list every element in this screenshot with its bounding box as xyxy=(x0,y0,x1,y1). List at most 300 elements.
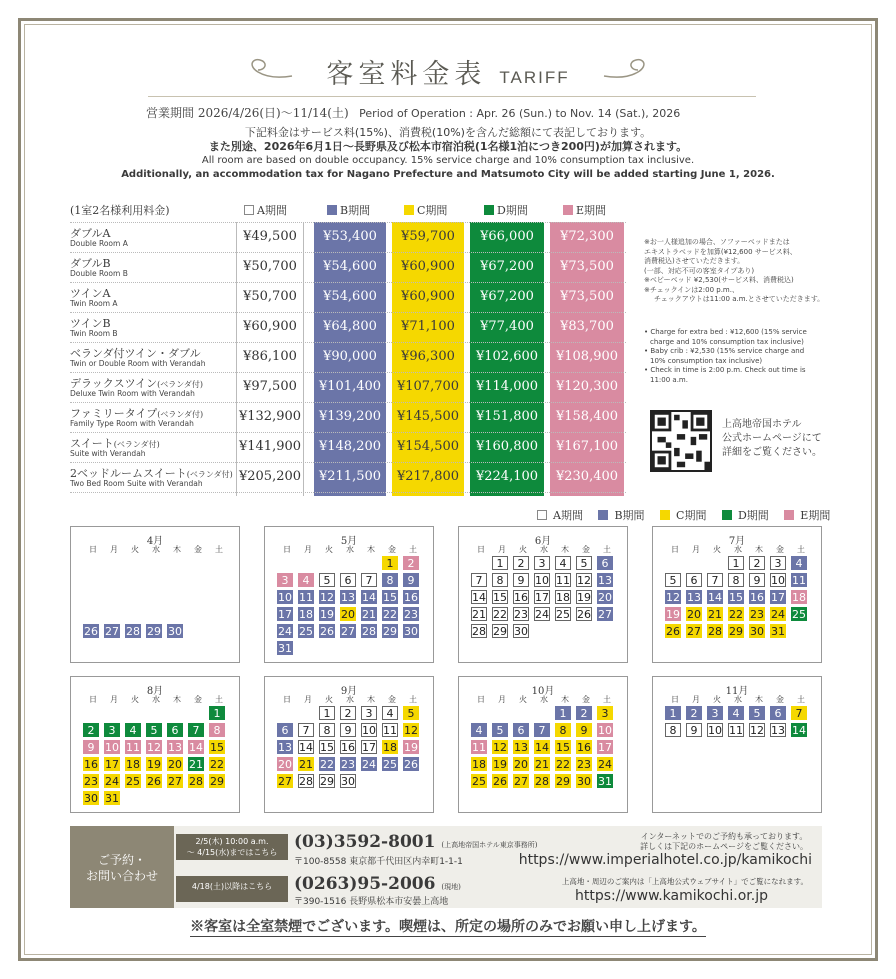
calendar-day: 19 xyxy=(666,608,680,621)
price-cell: ¥83,700 xyxy=(560,319,614,334)
weekday-label: 土 xyxy=(215,545,223,554)
note-4: Additionally, an accommodation tax for Nagano Prefecture and Matsumoto City will be added starting June 1, 2026. xyxy=(121,169,775,180)
month-title: 4月 xyxy=(146,536,164,547)
weekday-label: 月 xyxy=(692,545,700,554)
calendar-day: 9 xyxy=(576,723,592,737)
price-cell: ¥141,900 xyxy=(238,439,302,454)
calendar-day: 31 xyxy=(771,625,785,638)
calendar-day: 20 xyxy=(514,758,528,771)
calendar-day: 8 xyxy=(665,723,681,737)
room-name-en: Double Room A xyxy=(70,239,128,248)
calendar-day: 8 xyxy=(492,573,508,587)
calendar-day: 4 xyxy=(728,706,744,720)
month-title: 6月 xyxy=(534,536,552,547)
weekday-label: 火 xyxy=(131,695,139,704)
calendar-day: 12 xyxy=(320,591,334,604)
price-row xyxy=(70,432,626,462)
side-notes-en: • Charge for extra bed : ¥12,600 (15% service charge and 10% consumption tax inclusive) • Baby crib : ¥2,530 (15% service charge and 10% consumption tax inclusive) • Check in time is 2:00 p.m. Check out time is 11:00 a.m. xyxy=(644,328,807,384)
calendar-day: 11 xyxy=(729,724,743,737)
price-cell: ¥211,500 xyxy=(318,469,382,484)
calendar-day: 6 xyxy=(597,556,613,570)
price-cell: ¥102,600 xyxy=(475,349,539,364)
weekday-label: 水 xyxy=(540,695,548,704)
calendar-day: 16 xyxy=(577,741,591,754)
calendar-day: 10 xyxy=(598,724,612,737)
qr-caption: 上高地帝国ホテル 公式ホームページにて 詳細をご覧ください。 xyxy=(722,419,822,458)
calendar-day: 16 xyxy=(750,591,764,604)
month-title: 5月 xyxy=(340,536,358,547)
period-header-d: D期間 xyxy=(484,202,528,218)
calendar-day: 5 xyxy=(403,706,419,720)
table-header-label: (1室2名様利用料金) xyxy=(70,204,170,217)
month-title: 7月 xyxy=(728,536,746,547)
calendar-day: 6 xyxy=(513,723,529,737)
calendar-day: 2 xyxy=(513,556,529,570)
calendar-day: 15 xyxy=(493,591,507,604)
calendar-day: 23 xyxy=(341,758,355,771)
period-header-a: A期間 xyxy=(244,202,287,218)
calendar-day: 21 xyxy=(535,758,549,771)
calendar-day: 22 xyxy=(320,758,334,771)
price-cell: ¥158,400 xyxy=(555,409,619,424)
calendar-day: 26 xyxy=(493,775,507,788)
weekday-label: 火 xyxy=(713,695,721,704)
room-name-en: Twin Room A xyxy=(70,299,118,308)
calendar-day: 12 xyxy=(493,741,507,754)
price-cell: ¥108,900 xyxy=(555,349,619,364)
calendar-day: 7 xyxy=(534,723,550,737)
price-cell: ¥67,200 xyxy=(480,289,534,304)
calendar-day: 11 xyxy=(299,591,313,604)
price-cell: ¥73,500 xyxy=(560,259,614,274)
price-cell: ¥132,900 xyxy=(238,409,302,424)
price-cell: ¥154,500 xyxy=(396,439,460,454)
price-cell: ¥97,500 xyxy=(243,379,297,394)
calendar-day: 10 xyxy=(278,591,292,604)
calendar-day: 30 xyxy=(750,625,764,638)
calendar-day: 15 xyxy=(556,741,570,754)
calendar-day: 17 xyxy=(771,591,785,604)
price-cell: ¥71,100 xyxy=(401,319,455,334)
price-row xyxy=(70,222,626,252)
calendar-day: 27 xyxy=(168,775,182,788)
calendar-day: 4 xyxy=(791,556,807,570)
address-kamikochi: 〒390-1516 長野県松本市安曇上高地 xyxy=(294,897,449,907)
calendar-day: 25 xyxy=(299,625,313,638)
url-kamikochi[interactable]: https://www.kamikochi.or.jp xyxy=(574,888,768,904)
calendar-day: 11 xyxy=(556,574,570,587)
calendar-day: 14 xyxy=(299,741,313,754)
weekday-label: 火 xyxy=(713,545,721,554)
calendar-day: 28 xyxy=(362,625,376,638)
calendar-day: 25 xyxy=(472,775,486,788)
weekday-label: 土 xyxy=(215,695,223,704)
calendar-day: 21 xyxy=(472,608,486,621)
calendar-day: 1 xyxy=(209,706,225,720)
calendar-day: 5 xyxy=(576,556,592,570)
calendar-day: 15 xyxy=(320,741,334,754)
price-cell: ¥230,400 xyxy=(555,469,619,484)
calendar-day: 30 xyxy=(341,775,355,788)
calendar-day: 18 xyxy=(383,741,397,754)
room-name-jp: ダブルA xyxy=(70,227,111,240)
calendar-day: 17 xyxy=(535,591,549,604)
calendar-day: 27 xyxy=(278,775,292,788)
calendar-day: 26 xyxy=(320,625,334,638)
room-name-jp: ファミリータイプ(ベランダ付) xyxy=(70,407,204,420)
weekday-label: 日 xyxy=(283,695,291,704)
calendar-day: 8 xyxy=(728,573,744,587)
period-header-e: E期間 xyxy=(563,202,606,218)
qr-code-icon[interactable] xyxy=(650,410,712,472)
weekday-label: 木 xyxy=(755,545,763,554)
weekday-label: 月 xyxy=(692,695,700,704)
calendar-day: 29 xyxy=(383,625,397,638)
weekday-label: 木 xyxy=(173,545,181,554)
calendar-day: 18 xyxy=(299,608,313,621)
weekday-label: 土 xyxy=(603,545,611,554)
price-cell: ¥224,100 xyxy=(475,469,539,484)
period-jp: 営業期間 2026/4/26(日)〜11/14(土) xyxy=(146,106,349,120)
calendar-day: 9 xyxy=(686,723,702,737)
calendar-day: 15 xyxy=(383,591,397,604)
calendar-day: 26 xyxy=(577,608,591,621)
calendar-day: 25 xyxy=(556,608,570,621)
calendar-day: 16 xyxy=(514,591,528,604)
tag-period-1: 2/5(木) 10:00 a.m. 〜 4/15(水)まではこちら xyxy=(176,834,288,860)
calendar-day: 26 xyxy=(147,775,161,788)
reservation-label: ご予約・ お問い合わせ xyxy=(70,826,174,908)
calendar-day: 1 xyxy=(555,706,571,720)
calendar-day: 29 xyxy=(320,775,334,788)
calendar-day: 4 xyxy=(125,723,141,737)
price-cell: ¥96,300 xyxy=(401,349,455,364)
weekday-label: 月 xyxy=(110,695,118,704)
weekday-label: 水 xyxy=(540,545,548,554)
calendar-day: 3 xyxy=(534,556,550,570)
calendar-day: 30 xyxy=(404,625,418,638)
weekday-label: 金 xyxy=(388,545,396,554)
calendar-day: 11 xyxy=(472,741,486,754)
calendar-day: 11 xyxy=(126,741,140,754)
calendar-day: 10 xyxy=(362,724,376,737)
calendar-day: 20 xyxy=(168,758,182,771)
title-en: TARIFF xyxy=(499,68,570,87)
calendar-day: 16 xyxy=(341,741,355,754)
title-divider xyxy=(148,96,756,97)
price-cell: ¥101,400 xyxy=(318,379,382,394)
calendar-day: 31 xyxy=(278,642,292,655)
calendar-day: 9 xyxy=(513,573,529,587)
calendar-day: 21 xyxy=(299,758,313,771)
web-note-1: インターネットでのご予約も承っております。 詳しくは下記のホームページをご覧ください。 xyxy=(640,832,808,851)
calendar-day: 23 xyxy=(84,775,98,788)
web-note-2: 上高地・周辺のご案内は「上高地公式ウェブサイト」でご覧になれます。 xyxy=(561,877,808,886)
calendar-day: 9 xyxy=(340,723,356,737)
price-cell: ¥64,800 xyxy=(323,319,377,334)
price-cell: ¥151,800 xyxy=(475,409,539,424)
calendar-day: 30 xyxy=(84,792,98,805)
calendar-day: 5 xyxy=(665,573,681,587)
calendar-day: 2 xyxy=(403,556,419,570)
weekday-label: 金 xyxy=(582,545,590,554)
calendar-day: 11 xyxy=(792,574,806,587)
weekday-label: 土 xyxy=(409,545,417,554)
calendar-day: 12 xyxy=(666,591,680,604)
weekday-label: 木 xyxy=(173,695,181,704)
price-cell: ¥59,700 xyxy=(401,229,455,244)
calendar-day: 3 xyxy=(597,706,613,720)
weekday-label: 日 xyxy=(671,545,679,554)
room-name-en: Twin or Double Room with Verandah xyxy=(70,359,206,368)
calendar-day: 27 xyxy=(598,608,612,621)
operation-period xyxy=(146,104,756,121)
price-cell: ¥50,700 xyxy=(243,259,297,274)
calendar-day: 20 xyxy=(598,591,612,604)
weekday-label: 金 xyxy=(194,695,202,704)
calendar-day: 13 xyxy=(341,591,355,604)
period-header-b: B期間 xyxy=(327,202,370,218)
calendar-day: 24 xyxy=(278,625,292,638)
price-row xyxy=(70,462,626,492)
month-calendar xyxy=(70,676,240,813)
price-cell: ¥67,200 xyxy=(480,259,534,274)
calendar-day: 5 xyxy=(749,706,765,720)
calendar-day: 18 xyxy=(556,591,570,604)
price-cell: ¥107,700 xyxy=(396,379,460,394)
calendar-day: 15 xyxy=(729,591,743,604)
calendar-day: 1 xyxy=(665,706,681,720)
calendar-day: 14 xyxy=(362,591,376,604)
note-2: また別途、2026年6月1日〜長野県及び松本市宿泊税(1名様1泊につき200円)が加算されます。 xyxy=(208,140,688,153)
calendar-day: 24 xyxy=(771,608,785,621)
month-calendar xyxy=(264,676,434,813)
room-name-en: Family Type Room with Verandah xyxy=(70,419,194,428)
calendar-day: 26 xyxy=(404,758,418,771)
period-en: Period of Operation : Apr. 26 (Sun.) to Nov. 14 (Sat.), 2026 xyxy=(359,107,681,120)
price-cell: ¥77,400 xyxy=(480,319,534,334)
weekday-label: 日 xyxy=(477,695,485,704)
side-notes-jp: ※お一人様追加の場合、ソファーベッドまたは エキストラベッドを加算(¥12,600 サービス料、 消費税込)させていただきます。 (一部、対応不可の客室タイプあり) ※ベビーベッド ¥2,530(サービス料、消費税込) ※チェックインは2:00 p.m.、 チェックアウトは11:00 a.m.とさせていただきます。 xyxy=(644,238,825,303)
calendar-day: 20 xyxy=(687,608,701,621)
calendar-day: 31 xyxy=(598,775,612,788)
weekday-label: 木 xyxy=(561,545,569,554)
weekday-label: 水 xyxy=(346,695,354,704)
price-cell: ¥145,500 xyxy=(396,409,460,424)
weekday-label: 日 xyxy=(89,545,97,554)
weekday-label: 火 xyxy=(519,545,527,554)
price-cell: ¥90,000 xyxy=(323,349,377,364)
weekday-label: 水 xyxy=(734,695,742,704)
calendar-day: 15 xyxy=(210,741,224,754)
room-name-jp: スイート(ベランダ付) xyxy=(70,437,160,450)
calendar-day: 2 xyxy=(340,706,356,720)
month-calendar xyxy=(652,676,822,813)
calendar-day: 2 xyxy=(83,723,99,737)
calendar-day: 2 xyxy=(686,706,702,720)
calendar-day: 14 xyxy=(708,591,722,604)
calendar-day: 17 xyxy=(362,741,376,754)
calendar-day: 29 xyxy=(210,775,224,788)
weekday-label: 月 xyxy=(304,695,312,704)
calendar-day: 25 xyxy=(383,758,397,771)
calendar-day: 16 xyxy=(84,758,98,771)
calendar-day: 1 xyxy=(728,556,744,570)
room-name-en: Double Room B xyxy=(70,269,128,278)
calendar-day: 29 xyxy=(493,625,507,638)
calendar-day: 19 xyxy=(320,608,334,621)
weekday-label: 水 xyxy=(734,545,742,554)
address-tokyo: 〒100-8558 東京都千代田区内幸町1-1-1 xyxy=(294,857,463,867)
weekday-label: 木 xyxy=(561,695,569,704)
calendar-day: 28 xyxy=(472,625,486,638)
calendar-day: 19 xyxy=(493,758,507,771)
calendar-day: 9 xyxy=(83,740,99,754)
calendar-day: 6 xyxy=(277,723,293,737)
month-title: 9月 xyxy=(340,686,358,697)
calendar-day: 5 xyxy=(319,573,335,587)
calendar-day: 12 xyxy=(750,724,764,737)
room-name-jp: ダブルB xyxy=(70,257,111,270)
weekday-label: 金 xyxy=(194,545,202,554)
calendar-day: 3 xyxy=(104,723,120,737)
calendar-day: 24 xyxy=(598,758,612,771)
calendar-day: 2 xyxy=(749,556,765,570)
tag-period-2: 4/18(土)以降はこちら xyxy=(176,876,288,902)
calendar-day: 27 xyxy=(341,625,355,638)
weekday-label: 日 xyxy=(477,545,485,554)
calendar-day: 23 xyxy=(514,608,528,621)
calendar-day: 19 xyxy=(404,741,418,754)
calendar-day: 23 xyxy=(577,758,591,771)
calendar-day: 13 xyxy=(278,741,292,754)
price-row xyxy=(70,252,626,282)
weekday-label: 水 xyxy=(152,545,160,554)
month-calendar xyxy=(458,676,628,813)
calendar-day: 6 xyxy=(686,573,702,587)
calendar-day: 22 xyxy=(383,608,397,621)
month-calendar xyxy=(458,526,628,663)
calendar-day: 17 xyxy=(105,758,119,771)
calendar-day: 14 xyxy=(472,591,486,604)
calendar-day: 13 xyxy=(598,574,612,587)
month-calendar xyxy=(652,526,822,663)
no-smoking-footer: ※客室は全室禁煙でございます。喫煙は、所定の場所のみでお願い申し上げます。 xyxy=(190,919,706,935)
url-imperial[interactable]: https://www.imperialhotel.co.jp/kamikochi xyxy=(518,852,812,868)
phone-kamikochi[interactable]: (0263)95-2006 (現地) xyxy=(294,874,461,894)
room-name-en: Deluxe Twin Room with Verandah xyxy=(70,389,195,398)
calendar-day: 4 xyxy=(555,556,571,570)
calendar-day: 10 xyxy=(105,741,119,754)
room-name-en: Twin Room B xyxy=(70,329,118,338)
calendar-day: 27 xyxy=(514,775,528,788)
weekday-label: 土 xyxy=(797,545,805,554)
calendar-day: 28 xyxy=(708,625,722,638)
room-name-jp: デラックスツイン(ベランダ付) xyxy=(70,377,204,390)
month-title: 8月 xyxy=(146,686,164,697)
calendar-day: 3 xyxy=(361,706,377,720)
calendar-day: 22 xyxy=(556,758,570,771)
weekday-label: 木 xyxy=(367,695,375,704)
price-cell: ¥60,900 xyxy=(243,319,297,334)
calendar-day: 13 xyxy=(168,741,182,754)
weekday-label: 月 xyxy=(498,545,506,554)
price-cell: ¥120,300 xyxy=(555,379,619,394)
calendar-day: 14 xyxy=(535,741,549,754)
weekday-label: 火 xyxy=(325,545,333,554)
calendar-day: 17 xyxy=(278,608,292,621)
price-cell: ¥54,600 xyxy=(323,259,377,274)
calendar-day: 12 xyxy=(577,574,591,587)
calendar-day: 1 xyxy=(319,706,335,720)
calendar-day: 18 xyxy=(792,591,806,604)
weekday-label: 水 xyxy=(346,545,354,554)
calendar-day: 21 xyxy=(362,608,376,621)
calendar-day: 1 xyxy=(382,556,398,570)
calendar-day: 18 xyxy=(472,758,486,771)
price-cell: ¥160,800 xyxy=(475,439,539,454)
price-cell: ¥167,100 xyxy=(555,439,619,454)
calendar-day: 5 xyxy=(146,723,162,737)
calendar-day: 27 xyxy=(687,625,701,638)
weekday-label: 日 xyxy=(283,545,291,554)
calendar-day: 9 xyxy=(403,573,419,587)
calendar-day: 5 xyxy=(492,723,508,737)
price-cell: ¥148,200 xyxy=(318,439,382,454)
calendar-day: 29 xyxy=(147,625,161,638)
calendar-day: 28 xyxy=(299,775,313,788)
price-cell: ¥72,300 xyxy=(560,229,614,244)
calendar-day: 3 xyxy=(277,573,293,587)
calendar-day: 26 xyxy=(666,625,680,638)
price-row xyxy=(70,312,626,342)
calendar-day: 22 xyxy=(210,758,224,771)
calendar-day: 7 xyxy=(707,573,723,587)
price-cell: ¥49,500 xyxy=(243,229,297,244)
calendar-day: 10 xyxy=(771,574,785,587)
weekday-label: 月 xyxy=(110,545,118,554)
period-header-c: C期間 xyxy=(404,202,447,218)
weekday-label: 火 xyxy=(131,545,139,554)
calendar-day: 30 xyxy=(168,625,182,638)
title-jp: 客室料金表 xyxy=(326,59,487,90)
calendar-day: 9 xyxy=(749,573,765,587)
calendar-day: 22 xyxy=(493,608,507,621)
price-cell: ¥139,200 xyxy=(318,409,382,424)
price-cell: ¥205,200 xyxy=(238,469,302,484)
calendar-day: 28 xyxy=(126,625,140,638)
calendar-day: 8 xyxy=(555,723,571,737)
note-3: All room are based on double occupancy. 15% service charge and 10% consumption tax inclusive. xyxy=(201,155,695,166)
calendar-day: 18 xyxy=(126,758,140,771)
calendar-day: 13 xyxy=(514,741,528,754)
weekday-label: 金 xyxy=(776,545,784,554)
calendar-day: 25 xyxy=(126,775,140,788)
weekday-label: 火 xyxy=(519,695,527,704)
page-title xyxy=(0,52,896,91)
calendar-day: 28 xyxy=(189,775,203,788)
calendar-day: 17 xyxy=(598,741,612,754)
phone-tokyo[interactable]: (03)3592-8001 (上高地帝国ホテル東京事務所) xyxy=(294,832,538,852)
calendar-day: 28 xyxy=(535,775,549,788)
weekday-label: 水 xyxy=(152,695,160,704)
calendar-day: 3 xyxy=(770,556,786,570)
price-cell: ¥50,700 xyxy=(243,289,297,304)
calendar-day: 10 xyxy=(708,724,722,737)
calendar-day: 7 xyxy=(791,706,807,720)
reservation-panel xyxy=(70,826,822,908)
weekday-label: 金 xyxy=(776,695,784,704)
